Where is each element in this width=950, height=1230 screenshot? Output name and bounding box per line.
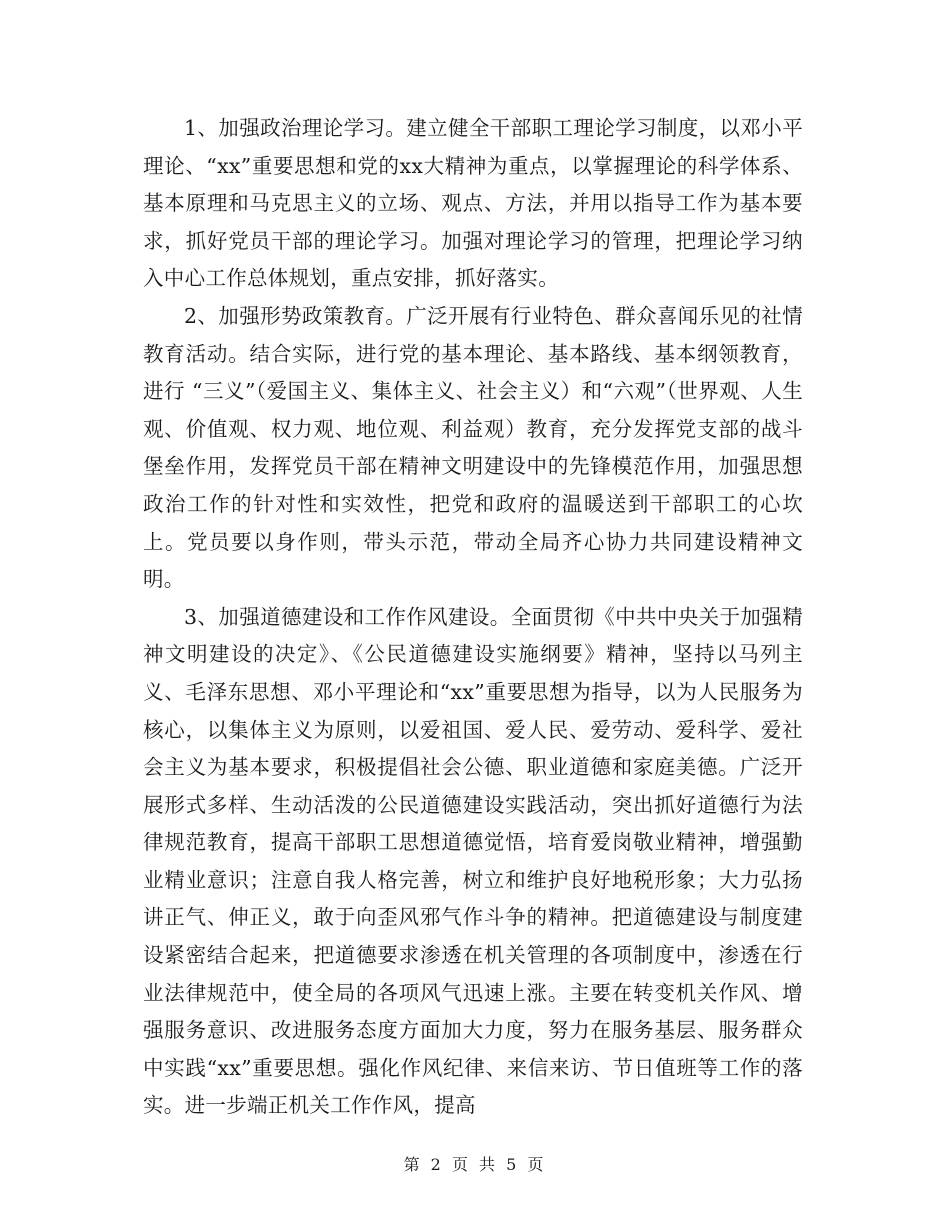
- paragraph-policy-education: 2、加强形势政策教育。广泛开展有行业特色、群众喜闻乐见的社情教育活动。结合实际，进行党的基本理论、基本路线、基本纲领教育，进行 “三义”（爱国主义、集体主义、社会主义）和“六观”（世界观、人生观、价值观、权力观、地位观、利益观）教育，充分发挥党支部的战斗堡垒作用，发挥党员干部在精神文明建设中的先锋模范作用，加强思想政治工作的针对性和实效性，把党和政府的温暖送到干部职工的心坎上。党员要以身作则，带头示范，带动全局齐心协力共同建设精神文明。: [143, 303, 803, 592]
- document-body: [143, 110, 803, 1125]
- paragraph-political-theory: 1、加强政治理论学习。建立健全干部职工理论学习制度，以邓小平理论、“xx”重要思想和党的xx大精神为重点，以掌握理论的科学体系、基本原理和马克思主义的立场、观点、方法，并用以指导工作为基本要求，抓好党员干部的理论学习。加强对理论学习的管理，把理论学习纳入中心工作总体规划，重点安排，抓好落实。: [143, 116, 803, 291]
- paragraph-moral-construction: 3、加强道德建设和工作作风建设。全面贯彻《中共中央关于加强精神文明建设的决定》、《公民道德建设实施纲要》精神，坚持以马列主义、毛泽东思想、邓小平理论和“xx”重要思想为指导，以为人民服务为核心，以集体主义为原则，以爱祖国、爱人民、爱劳动、爱科学、爱社会主义为基本要求，积极提倡社会公德、职业道德和家庭美德。广泛开展形式多样、生动活泼的公民道德建设实践活动，突出抓好道德行为法律规范教育，提高干部职工思想道德觉悟，培育爱岗敬业精神，增强勤业精业意识；注意自我人格完善，树立和维护良好地税形象；大力弘扬讲正气、伸正义，敢于向歪风邪气作斗争的精神。把道德建设与制度建设紧密结合起来，把道德要求渗透在机关管理的各项制度中，渗透在行业法律规范中，使全局的各项风气迅速上涨。主要在转变机关作风、增强服务意识、改进服务态度方面加大力度，努力在服务基层、服务群众中实践“xx”重要思想。强化作风纪律、来信来访、节日值班等工作的落实。进一步端正机关工作作风，提高: [143, 604, 803, 1118]
- page-number-footer: 第 2 页 共 5 页: [403, 1155, 547, 1174]
